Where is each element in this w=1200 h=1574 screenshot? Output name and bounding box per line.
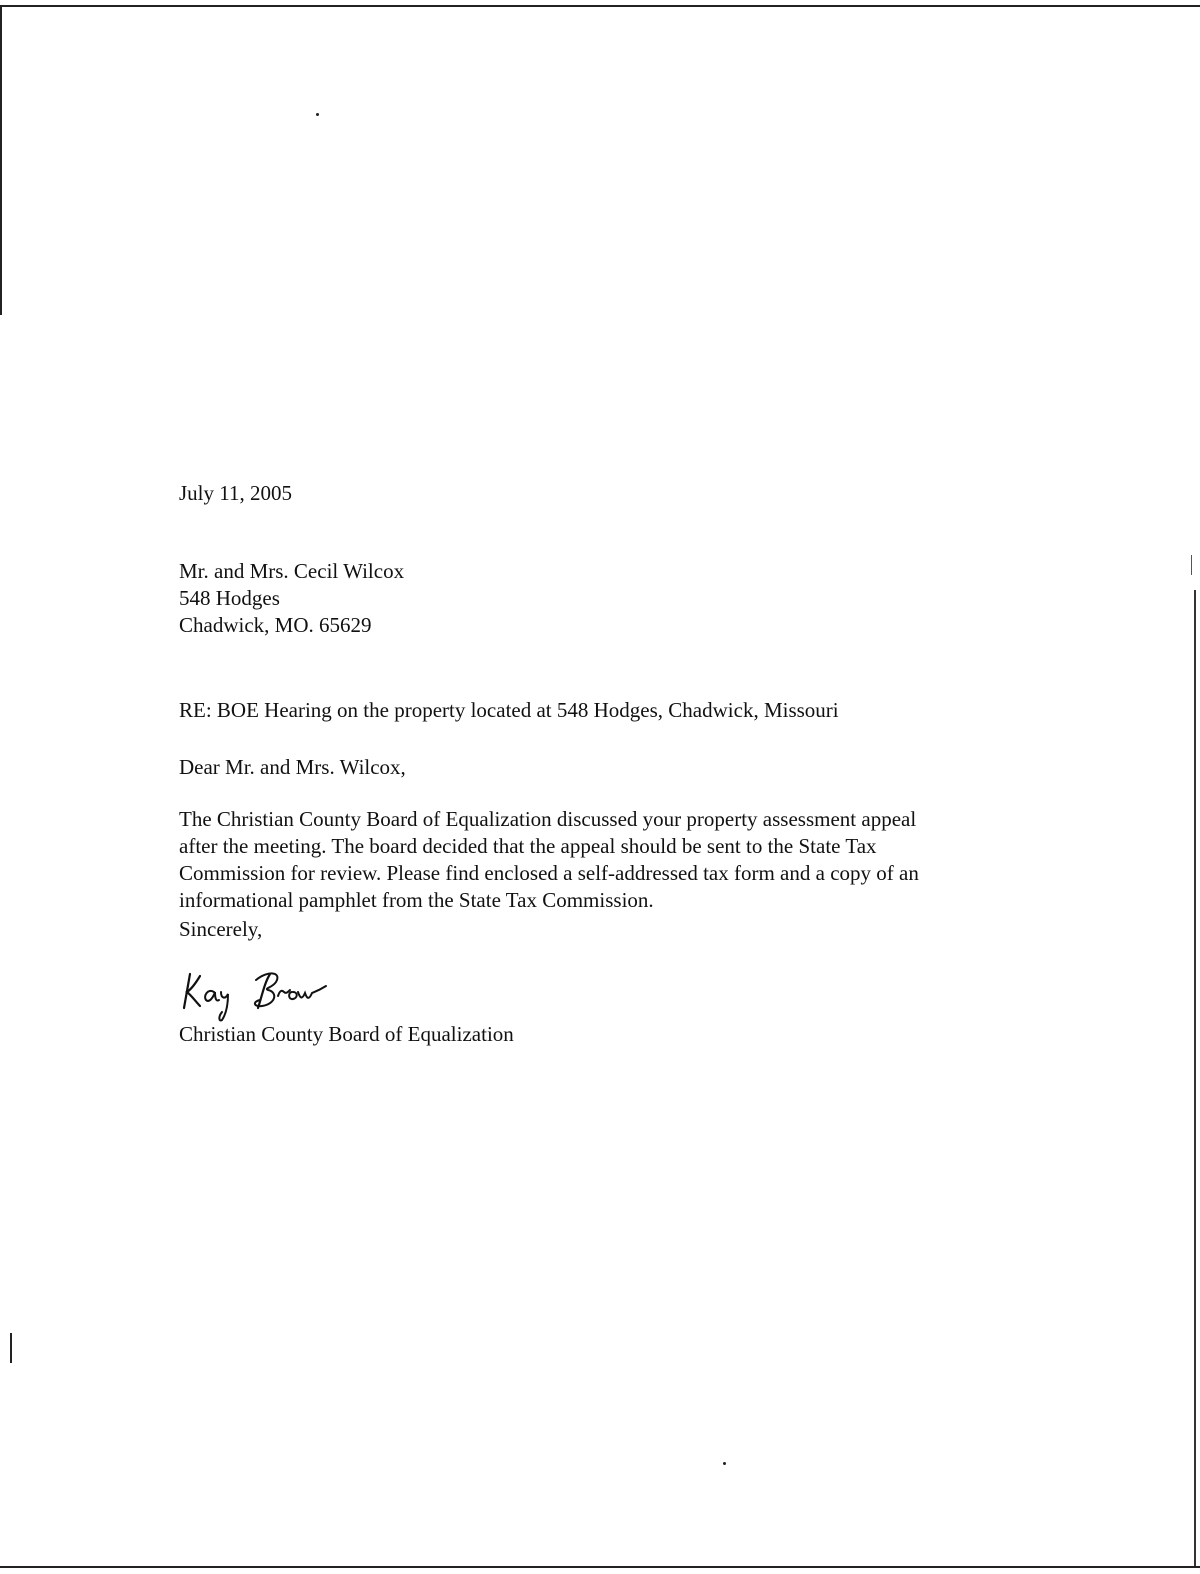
letter-salutation: Dear Mr. and Mrs. Wilcox, (179, 755, 406, 779)
recipient-city: Chadwick, MO. 65629 (179, 613, 372, 637)
page-edge-right-mark (1191, 555, 1192, 575)
letter-date: July 11, 2005 (179, 481, 292, 505)
body-line: informational pamphlet from the State Tax Commission. (179, 888, 654, 912)
page-edge-bottom (0, 1566, 1200, 1568)
body-line: Commission for review. Please find enclosed a self-addressed tax form and a copy of an (179, 861, 919, 885)
margin-mark (10, 1333, 12, 1363)
signatory-organization: Christian County Board of Equalization (179, 1022, 514, 1046)
recipient-address (179, 558, 404, 639)
recipient-street: 548 Hodges (179, 586, 280, 610)
page-edge-right (1194, 590, 1196, 1566)
body-line: The Christian County Board of Equalization discussed your property assessment appeal (179, 807, 917, 831)
scan-speck (316, 113, 319, 116)
letter-closing: Sincerely, (179, 917, 263, 941)
scan-speck (723, 1462, 726, 1465)
letter-subject: RE: BOE Hearing on the property located at 548 Hodges, Chadwick, Missouri (179, 698, 839, 722)
letter-body (179, 806, 1019, 914)
handwritten-signature (178, 962, 348, 1026)
page-edge-left (0, 5, 2, 315)
body-line: after the meeting. The board decided that the appeal should be sent to the State Tax (179, 834, 877, 858)
page-edge-top (0, 5, 1200, 7)
recipient-name: Mr. and Mrs. Cecil Wilcox (179, 559, 405, 583)
